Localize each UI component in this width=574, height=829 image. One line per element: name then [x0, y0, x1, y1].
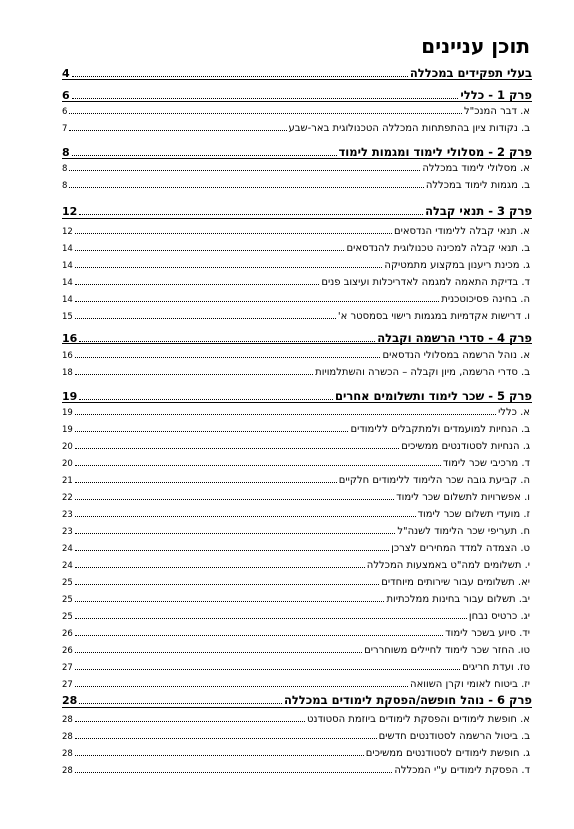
entry-label: ב. מגמות לימוד במכללה — [425, 180, 530, 191]
entry-page-number: 12 — [62, 227, 73, 237]
toc-section-entry — [62, 405, 532, 418]
toc-chapter-entry — [62, 692, 532, 707]
entry-label: ב. סדרי הרשמה, מיון וקבלה – הכשרה והשתלמויות — [315, 367, 530, 378]
entry-label: ז. מועדי תשלום שכר לימוד — [417, 509, 530, 520]
entry-page-number: 14 — [62, 261, 73, 271]
entry-label: א. כללי — [498, 407, 530, 418]
entry-label: ב. תנאי קבלה למכינה טכנולוגית להנדסאים — [346, 243, 530, 254]
entry-label: פרק 5 - שכר לימוד ותשלומים אחרים — [334, 389, 532, 403]
entry-page-number: 6 — [62, 89, 70, 102]
toc-section-entry — [62, 456, 532, 469]
dot-leader — [75, 499, 394, 500]
entry-label: פרק 3 - תנאי קבלה — [425, 204, 532, 218]
entry-page-number: 7 — [62, 124, 68, 134]
toc-section-entry — [62, 224, 532, 237]
entry-page-number: 16 — [62, 351, 73, 361]
toc-chapter-entry — [62, 144, 532, 159]
toc-title: תוכן עניינים — [421, 34, 530, 58]
toc-section-entry — [62, 422, 532, 435]
dot-leader — [72, 98, 459, 99]
dot-leader — [75, 301, 439, 302]
dot-leader — [69, 113, 462, 114]
entry-label: א. חופשת לימודים והפסקת לימודים ביוזמת הסטודנט — [306, 714, 530, 725]
toc-section-entry — [62, 275, 532, 288]
toc-section-entry — [62, 592, 532, 605]
entry-label: ד. מרכיבי שכר לימוד — [442, 458, 530, 469]
toc-section-entry — [62, 473, 532, 486]
section-divider — [62, 158, 532, 159]
entry-page-number: 28 — [62, 766, 73, 776]
entry-page-number: 26 — [62, 646, 73, 656]
toc-section-entry — [62, 763, 532, 776]
toc-chapter-entry — [62, 87, 532, 102]
entry-page-number: 24 — [62, 561, 73, 571]
entry-label: א. דבר המנכ"ל — [463, 106, 530, 117]
entry-label: ב. הנחיות למועמדים ולמתקבלים ללימודים — [350, 424, 530, 435]
entry-page-number: 8 — [62, 164, 68, 174]
entry-page-number: 19 — [62, 390, 78, 403]
section-divider — [62, 101, 532, 102]
entry-page-number: 19 — [62, 425, 73, 435]
dot-leader — [75, 284, 320, 285]
toc-section-entry — [62, 626, 532, 639]
toc-section-entry — [62, 507, 532, 520]
toc-section-entry — [62, 541, 532, 554]
dot-leader — [69, 187, 423, 188]
toc-section-entry — [62, 558, 532, 571]
entry-label: א. תנאי קבלה ללימודי הנדסאים — [393, 226, 530, 237]
section-divider — [62, 707, 532, 708]
entry-label: ג. הנחיות לסטודנטים ממשיכים — [401, 441, 530, 452]
dot-leader — [75, 601, 385, 602]
entry-label: טז. ועדת חריגים — [462, 662, 530, 673]
entry-page-number: 8 — [62, 146, 70, 159]
toc-section-entry — [62, 660, 532, 673]
entry-page-number: 23 — [62, 527, 73, 537]
toc-section-entry — [62, 643, 532, 656]
entry-label: ג. מכינת ריענון במקצוע מתמטיקה — [384, 260, 530, 271]
toc-section-entry — [62, 121, 532, 134]
entry-label: יז. ביטוח לאומי וקרן השוואה — [410, 679, 530, 690]
entry-label: יד. סיוע בשכר לימוד — [445, 628, 530, 639]
dot-leader — [75, 550, 389, 551]
entry-label: בעלי תפקידים במכללה — [409, 66, 532, 80]
entry-page-number: 8 — [62, 181, 68, 191]
entry-page-number: 21 — [62, 476, 73, 486]
entry-page-number: 27 — [62, 663, 73, 673]
entry-page-number: 25 — [62, 578, 73, 588]
entry-page-number: 28 — [62, 749, 73, 759]
dot-leader — [75, 567, 365, 568]
entry-page-number: 22 — [62, 493, 73, 503]
toc-section-entry — [62, 258, 532, 271]
dot-leader — [75, 250, 345, 251]
entry-label: פרק 1 - כללי — [460, 88, 532, 102]
entry-label: יא. תשלומים עבור שירותים מיוחדים — [381, 577, 530, 588]
dot-leader — [79, 399, 333, 400]
section-divider — [62, 402, 532, 403]
toc-section-entry — [62, 439, 532, 452]
entry-page-number: 25 — [62, 595, 73, 605]
dot-leader — [75, 374, 313, 375]
entry-label: ג. חופשת לימודים לסטודנטים ממשיכים — [365, 748, 530, 759]
entry-label: יב. תשלום עבור בחינות ממלכתיות — [386, 594, 530, 605]
dot-leader — [69, 170, 420, 171]
entry-label: א. נוהל הרשמה במסלולי הנדסאים — [382, 350, 530, 361]
entry-label: ב. ביטול הרשמה לסטודנטים חדשים — [378, 731, 530, 742]
section-divider — [62, 343, 532, 344]
toc-chapter-entry — [62, 388, 532, 403]
toc-section-entry — [62, 241, 532, 254]
dot-leader — [79, 703, 282, 704]
dot-leader — [75, 431, 349, 432]
dot-leader — [75, 357, 381, 358]
entry-label: יג. כרטיס נבחן — [468, 611, 530, 622]
entry-page-number: 4 — [62, 67, 70, 80]
toc-section-entry — [62, 365, 532, 378]
entry-label: ט. הצמדה למדד המחירים לצרכן — [391, 543, 530, 554]
entry-label: ח. תעריפי שכר הלימוד לשנה"ל — [397, 526, 530, 537]
toc-section-entry — [62, 490, 532, 503]
dot-leader — [75, 686, 408, 687]
entry-page-number: 20 — [62, 442, 73, 452]
dot-leader — [75, 652, 362, 653]
toc-section-entry — [62, 575, 532, 588]
toc-section-entry — [62, 609, 532, 622]
entry-page-number: 28 — [62, 715, 73, 725]
dot-leader — [75, 738, 377, 739]
dot-leader — [79, 214, 423, 215]
toc-section-entry — [62, 292, 532, 305]
section-divider — [62, 79, 532, 80]
dot-leader — [75, 414, 496, 415]
entry-page-number: 14 — [62, 244, 73, 254]
toc-section-entry — [62, 729, 532, 742]
entry-label: פרק 6 - נוהל חופשה/הפסקת לימודים במכללה — [283, 693, 532, 707]
entry-label: פרק 2 - מסלולי לימוד ומגמות לימוד — [338, 145, 532, 159]
dot-leader — [69, 130, 286, 131]
section-divider — [62, 218, 532, 219]
entry-page-number: 28 — [62, 732, 73, 742]
toc-section-entry — [62, 524, 532, 537]
entry-label: ד. הפסקת לימודים ע"י המכללה — [394, 765, 530, 776]
entry-page-number: 25 — [62, 612, 73, 622]
dot-leader — [75, 465, 441, 466]
entry-page-number: 12 — [62, 205, 78, 218]
entry-label: ד. בדיקת התאמה למגמה לאדריכלות ועיצוב פנים — [321, 277, 530, 288]
dot-leader — [75, 267, 383, 268]
dot-leader — [75, 516, 416, 517]
entry-page-number: 15 — [62, 312, 73, 322]
toc-chapter-entry — [62, 65, 532, 80]
entry-page-number: 14 — [62, 295, 73, 305]
toc-section-entry — [62, 712, 532, 725]
dot-leader — [75, 482, 337, 483]
entry-page-number: 24 — [62, 544, 73, 554]
entry-label: א. מסלולי לימוד במכללה — [422, 163, 530, 174]
entry-label: י. תשלומים למה"ט באמצעות המכללה — [366, 560, 530, 571]
entry-label: ו. אפשרויות לתשלום שכר לימוד — [396, 492, 530, 503]
toc-section-entry — [62, 178, 532, 191]
entry-label: ה. בחינה פסיכוטכנית — [441, 294, 530, 305]
entry-label: ו. דרישות אקדמיות במגמות רישוי בסמסטר א' — [337, 311, 530, 322]
dot-leader — [75, 635, 443, 636]
entry-page-number: 20 — [62, 459, 73, 469]
entry-page-number: 26 — [62, 629, 73, 639]
toc-section-entry — [62, 161, 532, 174]
toc-section-entry — [62, 309, 532, 322]
dot-leader — [75, 233, 392, 234]
toc-section-entry — [62, 746, 532, 759]
entry-page-number: 14 — [62, 278, 73, 288]
dot-leader — [75, 618, 467, 619]
entry-page-number: 16 — [62, 332, 78, 345]
dot-leader — [75, 584, 379, 585]
toc-section-entry — [62, 677, 532, 690]
toc-section-entry — [62, 348, 532, 361]
entry-label: פרק 4 - סדרי הרשמה וקבלה — [377, 331, 532, 345]
dot-leader — [75, 533, 396, 534]
dot-leader — [75, 755, 364, 756]
entry-label: ה. קביעת גובה שכר הלימוד ללימודים חלקיים — [338, 475, 530, 486]
entry-label: ב. נקודות ציון בהתפתחות המכללה הטכנולוגית באר-שבע — [288, 123, 530, 134]
entry-page-number: 28 — [62, 694, 78, 707]
dot-leader — [72, 155, 337, 156]
entry-label: טו. החזר שכר לימוד לחיילים משוחררים — [364, 645, 530, 656]
toc-section-entry — [62, 104, 532, 117]
dot-leader — [75, 721, 305, 722]
dot-leader — [75, 318, 336, 319]
entry-page-number: 19 — [62, 408, 73, 418]
entry-page-number: 6 — [62, 107, 68, 117]
entry-page-number: 23 — [62, 510, 73, 520]
dot-leader — [75, 772, 393, 773]
entry-page-number: 27 — [62, 680, 73, 690]
entry-page-number: 18 — [62, 368, 73, 378]
dot-leader — [72, 76, 408, 77]
dot-leader — [75, 448, 399, 449]
dot-leader — [79, 341, 375, 342]
toc-chapter-entry — [62, 203, 532, 218]
dot-leader — [75, 669, 460, 670]
